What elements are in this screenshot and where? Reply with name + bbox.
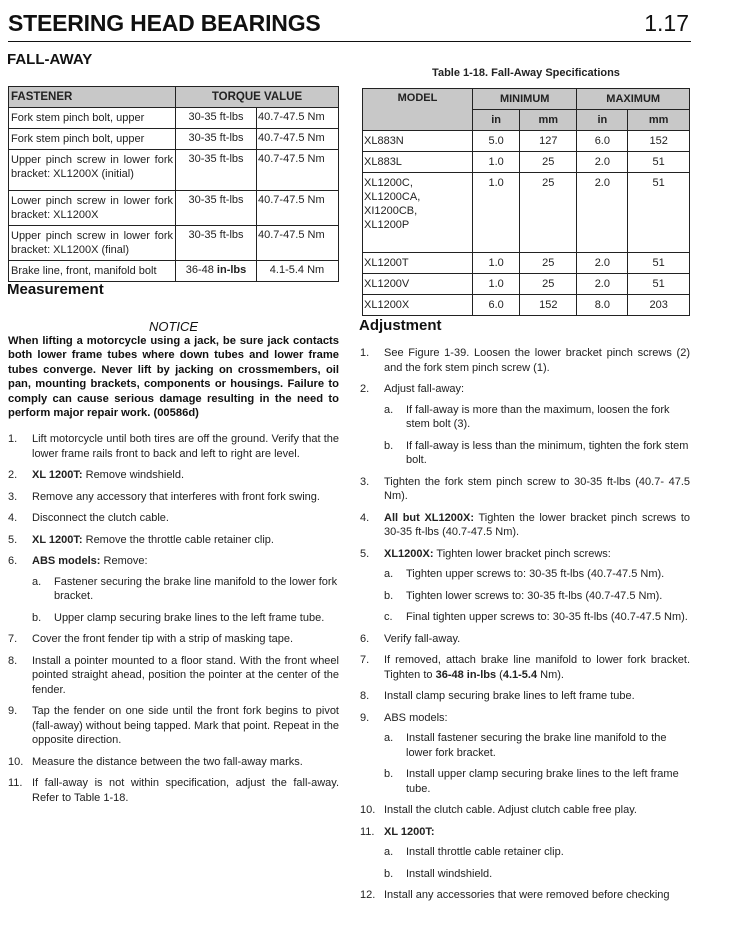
sub-text: Install throttle cable retainer clip. xyxy=(406,846,564,858)
list-item xyxy=(360,803,690,818)
sub-item xyxy=(384,610,690,625)
min-in-cell: 6.0 xyxy=(473,295,520,316)
list-item xyxy=(360,653,690,682)
max-mm-header: mm xyxy=(628,110,690,131)
min-in-cell: 1.0 xyxy=(473,274,520,295)
list-item xyxy=(8,533,339,548)
model-line: XL1200C, xyxy=(364,177,413,189)
sub-item xyxy=(384,439,690,468)
list-item xyxy=(360,547,690,625)
fastener-cell: Brake line, front, manifold bolt xyxy=(9,261,176,282)
sub-letter: a. xyxy=(384,568,394,580)
sub-item xyxy=(384,567,690,582)
step-model-label: All but XL1200X: xyxy=(384,511,474,524)
step-number: 2. xyxy=(360,383,370,395)
sub-letter: a. xyxy=(384,732,394,744)
step-number: 3. xyxy=(8,490,18,503)
table-row xyxy=(9,261,339,282)
model-line: XL1200P xyxy=(364,219,410,231)
step-model-label: XL 1200T: xyxy=(32,533,83,546)
list-item xyxy=(8,654,339,698)
sub-letter: b. xyxy=(384,768,394,780)
list-item xyxy=(8,632,339,647)
fastener-cell: Fork stem pinch bolt, upper xyxy=(9,129,176,150)
list-item xyxy=(360,888,690,903)
sub-text: Upper clamp securing brake lines to the left frame tube. xyxy=(54,611,325,624)
fastener-text: Upper pinch screw in lower fork bracket: XL1200X (initial) xyxy=(11,154,173,180)
step-text: ABS models: xyxy=(384,711,448,724)
table-row xyxy=(363,152,690,173)
list-item xyxy=(360,711,690,797)
step-text: Remove the throttle cable retainer clip. xyxy=(82,533,274,546)
model-line: XL1200CA, xyxy=(364,191,421,203)
step-text: Install any accessories that were removed before checking xyxy=(384,889,670,901)
sub-letter: a. xyxy=(384,846,394,858)
table-row xyxy=(9,129,339,150)
model-cell: XL883L xyxy=(363,152,473,173)
torque-ftlbs-cell: 30-35 ft-lbs xyxy=(176,129,257,150)
step-number: 10. xyxy=(360,804,376,816)
sub-item xyxy=(384,731,690,760)
adjustment-heading: Adjustment xyxy=(359,317,442,334)
max-mm-cell: 51 xyxy=(628,274,690,295)
step-number: 6. xyxy=(8,555,18,567)
minimum-header: MINIMUM xyxy=(473,89,577,110)
model-cell: XL1200T xyxy=(363,253,473,274)
min-in-header: in xyxy=(473,110,520,131)
step-number: 11. xyxy=(8,777,23,789)
page-number: 1.17 xyxy=(644,10,689,36)
sub-text: Install upper clamp securing brake lines to the left frame tube. xyxy=(406,768,679,795)
min-in-cell: 1.0 xyxy=(473,253,520,274)
adjustment-steps xyxy=(360,346,690,910)
sub-item xyxy=(384,767,690,796)
sub-text: Install windshield. xyxy=(406,867,493,880)
list-item xyxy=(8,432,339,461)
step-text: Tap the fender on one side until the front fork begins to pivot (fall-away) without being tapped. Mark that point. Repeat in the opposite direction. xyxy=(32,705,339,746)
min-mm-cell: 127 xyxy=(520,131,577,152)
fastener-cell: Fork stem pinch bolt, upper xyxy=(9,108,176,129)
sub-text: Fastener securing the brake line manifold to the lower fork bracket. xyxy=(54,575,338,602)
step-number: 7. xyxy=(360,654,370,666)
list-item xyxy=(8,704,339,748)
step-text: Tighten lower bracket pinch screws: xyxy=(433,547,611,560)
fastener-header: FASTENER xyxy=(9,87,176,108)
list-item xyxy=(8,490,339,505)
step-text: Install the clutch cable. Adjust clutch cable free play. xyxy=(384,804,637,816)
torque-ftlbs-cell: 30-35 ft-lbs xyxy=(176,226,257,261)
max-in-cell: 2.0 xyxy=(577,173,628,253)
step-text: If removed, attach brake line manifold to lower fork bracket. Tighten to xyxy=(384,654,690,681)
sub-item xyxy=(384,403,690,432)
step-text: Remove: xyxy=(100,555,148,567)
list-item xyxy=(360,689,690,704)
max-mm-cell: 51 xyxy=(628,253,690,274)
min-mm-cell: 25 xyxy=(520,173,577,253)
step-number: 7. xyxy=(8,633,18,645)
torque-nm-cell: 40.7-47.5 Nm xyxy=(257,191,339,226)
model-line: XI1200CB, xyxy=(364,205,418,217)
step-text: Install clamp securing brake lines to left frame tube. xyxy=(384,690,635,702)
step-number: 4. xyxy=(8,512,18,524)
table-row xyxy=(363,253,690,274)
step-text: Tighten the fork stem pinch screw to 30-35 ft-lbs (40.7- 47.5 Nm). xyxy=(384,475,690,502)
list-item xyxy=(8,776,339,805)
torque-table xyxy=(8,86,339,282)
torque-nm-cell: 40.7-47.5 Nm xyxy=(257,150,339,191)
fastener-cell xyxy=(9,150,176,191)
step-text: Install a pointer mounted to a floor stand. With the front wheel pointed straight ahead, position the pointer at the center of the fender. xyxy=(32,654,339,696)
table-row xyxy=(9,150,339,191)
list-item xyxy=(360,632,690,647)
table-row xyxy=(9,191,339,226)
sub-text: Install fastener securing the brake line manifold to the lower fork bracket. xyxy=(406,732,667,759)
list-item xyxy=(360,475,690,504)
step-text: Disconnect the clutch cable. xyxy=(32,512,169,524)
table-row xyxy=(363,274,690,295)
sub-item xyxy=(384,845,690,860)
list-item xyxy=(360,346,690,375)
table-caption: Table 1-18. Fall-Away Specifications xyxy=(432,67,620,79)
measurement-heading: Measurement xyxy=(7,281,104,298)
step-model-label: XL 1200T: xyxy=(32,469,83,481)
min-mm-header: mm xyxy=(520,110,577,131)
table-row xyxy=(363,295,690,316)
sub-text: Tighten lower screws to: 30-35 ft-lbs (40.7-47.5 Nm). xyxy=(406,589,663,602)
table-row xyxy=(9,108,339,129)
sub-item xyxy=(384,867,690,882)
model-cell xyxy=(363,173,473,253)
measurement-steps xyxy=(8,432,339,812)
max-mm-cell: 152 xyxy=(628,131,690,152)
step-model-label: XL1200X: xyxy=(384,547,434,560)
fastener-cell: Upper pinch screw in lower fork bracket: XL1200X (final) xyxy=(9,226,176,261)
model-cell: XL883N xyxy=(363,131,473,152)
sub-letter: b. xyxy=(384,439,394,452)
step-text: Verify fall-away. xyxy=(384,632,461,645)
min-in-cell: 1.0 xyxy=(473,152,520,173)
list-item xyxy=(8,468,339,483)
notice-body: When lifting a motorcycle using a jack, be sure jack contacts both lower frame tubes where down tubes and lower frame tubes converge. Never lift by jacking on crossmembers, oil pan, mounting brackets, components or housings. Failure to comply can cause serious damage resulting in the need to perform major repair work. (00586d) xyxy=(8,335,339,420)
step-number: 1. xyxy=(360,347,370,359)
max-in-header: in xyxy=(577,110,628,131)
step-model-label: XL 1200T: xyxy=(384,825,435,838)
step-text: ( xyxy=(496,668,503,681)
step-number: 3. xyxy=(360,475,370,488)
max-mm-cell: 203 xyxy=(628,295,690,316)
page-header xyxy=(8,8,691,42)
torque-ftlbs-cell: 30-35 ft-lbs xyxy=(176,108,257,129)
step-number: 6. xyxy=(360,632,370,645)
maximum-header: MAXIMUM xyxy=(577,89,690,110)
torque-unit: in-lbs xyxy=(216,264,247,276)
step-number: 2. xyxy=(8,469,18,481)
max-in-cell: 2.0 xyxy=(577,253,628,274)
step-text: See Figure 1-39. Loosen the lower bracket pinch screws (2) and the fork stem pinch screw (1). xyxy=(384,347,690,374)
sub-text: If fall-away is less than the minimum, tighten the fork stem bolt. xyxy=(406,439,689,466)
max-in-cell: 2.0 xyxy=(577,274,628,295)
sub-letter: b. xyxy=(32,611,42,624)
torque-nm-cell: 40.7-47.5 Nm xyxy=(257,108,339,129)
min-mm-cell: 25 xyxy=(520,152,577,173)
sub-item xyxy=(32,575,339,604)
step-number: 12. xyxy=(360,889,376,901)
sub-text: Tighten upper screws to: 30-35 ft-lbs (40.7-47.5 Nm). xyxy=(406,568,665,580)
page-title: STEERING HEAD BEARINGS xyxy=(8,10,321,36)
step-text: Remove windshield. xyxy=(82,469,185,481)
torque-nm-cell: 4.1-5.4 Nm xyxy=(257,261,339,282)
list-item xyxy=(360,825,690,882)
spec-header-row xyxy=(363,89,690,110)
step-number: 8. xyxy=(360,690,370,702)
min-in-cell: 5.0 xyxy=(473,131,520,152)
step-number: 5. xyxy=(8,533,18,546)
model-cell: XL1200X xyxy=(363,295,473,316)
sub-letter: a. xyxy=(384,403,394,416)
step-text: If fall-away is not within specification, adjust the fall-away. Refer to Table 1-18. xyxy=(32,777,339,804)
model-header: MODEL xyxy=(363,89,473,131)
step-text: Measure the distance between the two fall-away marks. xyxy=(32,755,303,768)
step-number: 10. xyxy=(8,755,24,768)
max-in-cell: 8.0 xyxy=(577,295,628,316)
step-text: Remove any accessory that interferes with front fork swing. xyxy=(32,490,320,503)
table-row xyxy=(9,226,339,261)
torque-ftlbs-cell: 30-35 ft-lbs xyxy=(176,191,257,226)
sub-letter: a. xyxy=(32,575,42,588)
list-item xyxy=(360,511,690,540)
sub-text: If fall-away is more than the maximum, loosen the fork stem bolt (3). xyxy=(406,403,670,430)
fall-away-spec-table xyxy=(362,88,690,316)
max-mm-cell: 51 xyxy=(628,152,690,173)
step-text: Tighten the lower bracket pinch screws to 30-35 ft-lbs (40.7-47.5 Nm). xyxy=(384,511,691,538)
torque-ftlbs-cell: 30-35 ft-lbs xyxy=(176,150,257,191)
step-number: 8. xyxy=(8,654,18,667)
min-mm-cell: 25 xyxy=(520,274,577,295)
table-row xyxy=(363,173,690,253)
step-number: 11. xyxy=(360,825,375,838)
sub-text: Final tighten upper screws to: 30-35 ft-lbs (40.7-47.5 Nm). xyxy=(406,611,688,623)
model-cell: XL1200V xyxy=(363,274,473,295)
list-item xyxy=(8,511,339,526)
max-mm-cell: 51 xyxy=(628,173,690,253)
step-text: Cover the front fender tip with a strip of masking tape. xyxy=(32,633,294,645)
list-item xyxy=(360,382,690,468)
sub-item xyxy=(384,589,690,604)
torque-value: 36-48 xyxy=(185,264,217,276)
step-number: 4. xyxy=(360,511,370,524)
torque-value-header: TORQUE VALUE xyxy=(176,87,339,108)
torque-spec: 36-48 in-lbs xyxy=(435,668,497,681)
min-in-cell: 1.0 xyxy=(473,173,520,253)
step-number: 1. xyxy=(8,433,18,445)
list-item xyxy=(8,755,339,770)
step-text: Lift motorcycle until both tires are off the ground. Verify that the lower frame rails front to back and left to right are level. xyxy=(32,433,339,460)
torque-nm-cell: 40.7-47.5 Nm xyxy=(257,129,339,150)
sub-letter: b. xyxy=(384,589,394,602)
max-in-cell: 6.0 xyxy=(577,131,628,152)
sub-item xyxy=(32,611,339,626)
torque-spec: 4.1-5.4 xyxy=(502,668,538,681)
fall-away-heading: FALL-AWAY xyxy=(7,51,93,68)
torque-inlbs-cell xyxy=(176,261,257,282)
fastener-cell: Lower pinch screw in lower fork bracket: XL1200X xyxy=(9,191,176,226)
max-in-cell: 2.0 xyxy=(577,152,628,173)
sub-letter: b. xyxy=(384,867,394,880)
step-text: Adjust fall-away: xyxy=(384,383,465,395)
step-model-label: ABS models: xyxy=(32,555,101,567)
step-number: 5. xyxy=(360,547,370,560)
table-row xyxy=(363,131,690,152)
step-number: 9. xyxy=(8,705,18,717)
step-number: 9. xyxy=(360,711,370,724)
sub-letter: c. xyxy=(384,611,393,623)
notice-title: NOTICE xyxy=(148,319,199,334)
torque-nm-cell: 40.7-47.5 Nm xyxy=(257,226,339,261)
min-mm-cell: 25 xyxy=(520,253,577,274)
step-text: Nm). xyxy=(537,668,564,681)
min-mm-cell: 152 xyxy=(520,295,577,316)
torque-table-header xyxy=(9,87,339,108)
list-item xyxy=(8,554,339,625)
